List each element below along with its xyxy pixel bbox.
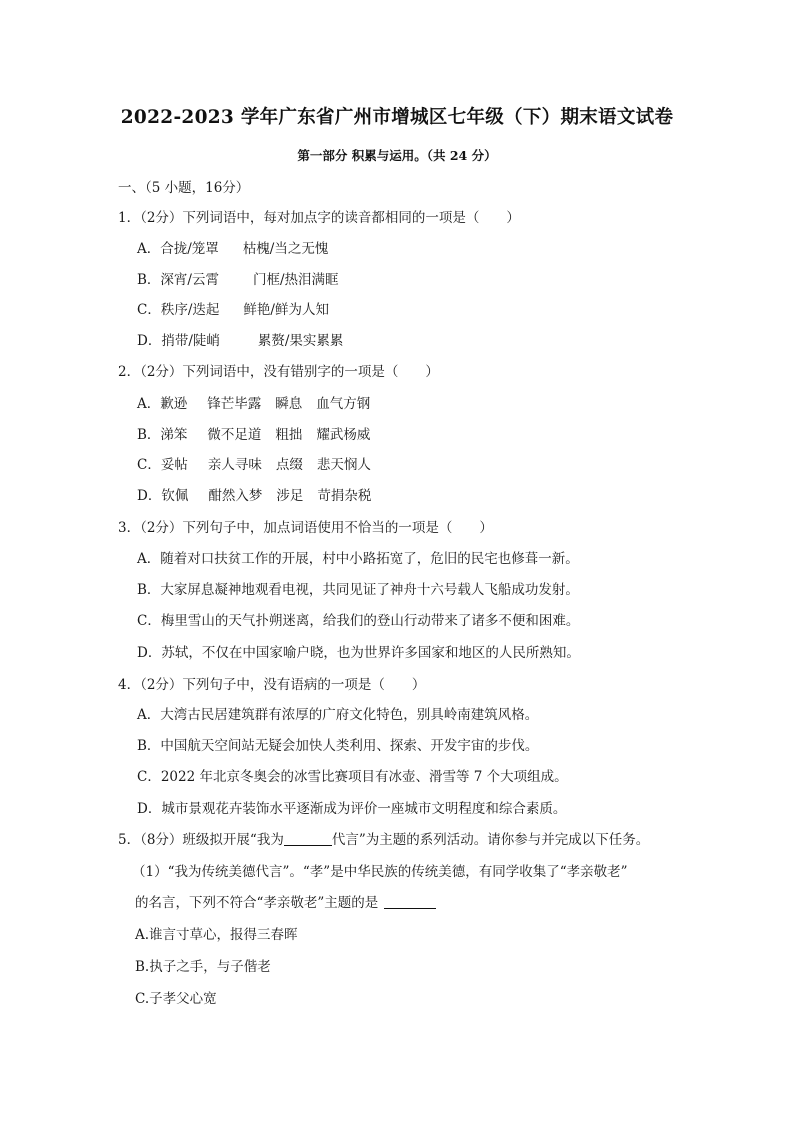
q2-option-c	[137, 455, 371, 475]
q2-b-word-3: 粗拙	[275, 427, 303, 443]
q2-option-b	[137, 425, 370, 445]
q1-c-right: 鲜艳/鲜为人知	[243, 302, 329, 318]
q4-option-a: A．大湾古民居建筑群有浓厚的广府文化特色，别具岭南建筑风格。	[137, 707, 539, 723]
part-heading: 第一部分 积累与运用。（共 24 分）	[297, 148, 497, 163]
q5-choice-a: A.谁言寸草心，报得三春晖	[135, 927, 298, 943]
q2-b-word-4: 耀武杨威	[316, 427, 371, 443]
q1-b-left: B．深宵/云霄	[137, 272, 219, 288]
q1-b-right: 门框/热泪满眶	[252, 272, 339, 288]
question-2-stem: 2．（2分）下列词语中，没有错别字的一项是（ ）	[118, 364, 439, 380]
q1-a-left: A．合拢/笼罩	[137, 241, 219, 257]
q2-a-word-1: A．歉逊	[137, 396, 188, 412]
q4-option-b: B．中国航天空间站无疑会加快人类利用、探索、开发宇宙的步伐。	[137, 738, 539, 754]
q2-d-word-1: D．钦佩	[137, 488, 189, 504]
section-label: 一、（5 小题，16分）	[118, 180, 250, 196]
q2-option-a	[137, 394, 370, 414]
q1-a-right: 枯槐/当之无愧	[242, 241, 329, 257]
question-4-stem: 4．（2分）下列句子中，没有语病的一项是（ ）	[118, 677, 426, 693]
q5-task-1-line-1: （1）“我为传统美德代言”。“孝”是中华民族的传统美德，有同学收集了“孝亲敬老”	[132, 864, 628, 880]
q1-option-b	[137, 270, 339, 290]
q1-c-left: C．秩序/迭起	[137, 302, 220, 318]
question-3-stem: 3．（2分）下列句子中，加点词语使用不恰当的一项是（ ）	[118, 520, 493, 536]
q2-c-word-3: 点缀	[275, 457, 303, 473]
q1-option-c	[137, 300, 329, 320]
q2-a-word-3: 瞬息	[275, 396, 303, 412]
exam-title: 2022-2023 学年广东省广州市增城区七年级（下）期末语文试卷	[120, 107, 674, 128]
q2-a-word-2: 锋芒毕露	[207, 396, 262, 412]
q2-b-word-2: 微不足道	[207, 427, 262, 443]
question-1-stem: 1．（2分）下列词语中，每对加点字的读音都相同的一项是（ ）	[118, 210, 520, 226]
q2-option-d	[137, 486, 371, 506]
q2-c-word-4: 悲天悯人	[316, 457, 371, 473]
q5-stem-blank	[284, 831, 332, 846]
q5-choice-b: B.执子之手，与子偕老	[135, 959, 271, 975]
q1-d-left: D．捎带/陡峭	[137, 333, 220, 349]
q2-b-word-1: B．涕笨	[137, 427, 188, 443]
q5-task-1-prompt: 的名言，下列不符合“孝亲敬老”主题的是	[135, 895, 379, 911]
q4-option-c: C．2022 年北京冬奥会的冰雪比赛项目有冰壶、滑雪等 7 个大项组成。	[137, 769, 568, 785]
q2-d-word-3: 涉足	[276, 488, 304, 504]
q1-option-a	[137, 239, 328, 259]
q5-choice-c: C.子孝父心宽	[135, 991, 217, 1007]
answer-blank	[384, 894, 436, 909]
q2-d-word-2: 酣然入梦	[208, 488, 263, 504]
q2-d-word-4: 苛捐杂税	[317, 488, 372, 504]
q1-d-right: 累赘/果实累累	[257, 333, 344, 349]
q4-option-d: D．城市景观花卉装饰水平逐渐成为评价一座城市文明程度和综合素质。	[137, 801, 567, 817]
q2-a-word-4: 血气方钢	[316, 396, 371, 412]
q1-option-d	[137, 331, 343, 351]
q3-option-c: C．梅里雪山的天气扑朔迷离，给我们的登山行动带来了诸多不便和困难。	[137, 613, 580, 629]
q2-c-word-2: 亲人寻味	[207, 457, 262, 473]
question-5-stem	[118, 830, 649, 850]
q5-stem-part-1: 5．（8分）班级拟开展“我为	[118, 832, 284, 848]
q3-option-b: B．大家屏息凝神地观看电视，共同见证了神舟十六号载人飞船成功发射。	[137, 582, 579, 598]
q3-option-d: D．苏轼，不仅在中国家喻户晓，也为世界许多国家和地区的人民所熟知。	[137, 645, 580, 661]
q5-stem-part-2: 代言”为主题的系列活动。请你参与并完成以下任务。	[331, 832, 650, 848]
q5-task-1-line-2	[135, 893, 436, 913]
q2-c-word-1: C．妥帖	[137, 457, 188, 473]
q3-option-a: A．随着对口扶贫工作的开展，村中小路拓宽了，危旧的民宅也修葺一新。	[137, 551, 579, 567]
